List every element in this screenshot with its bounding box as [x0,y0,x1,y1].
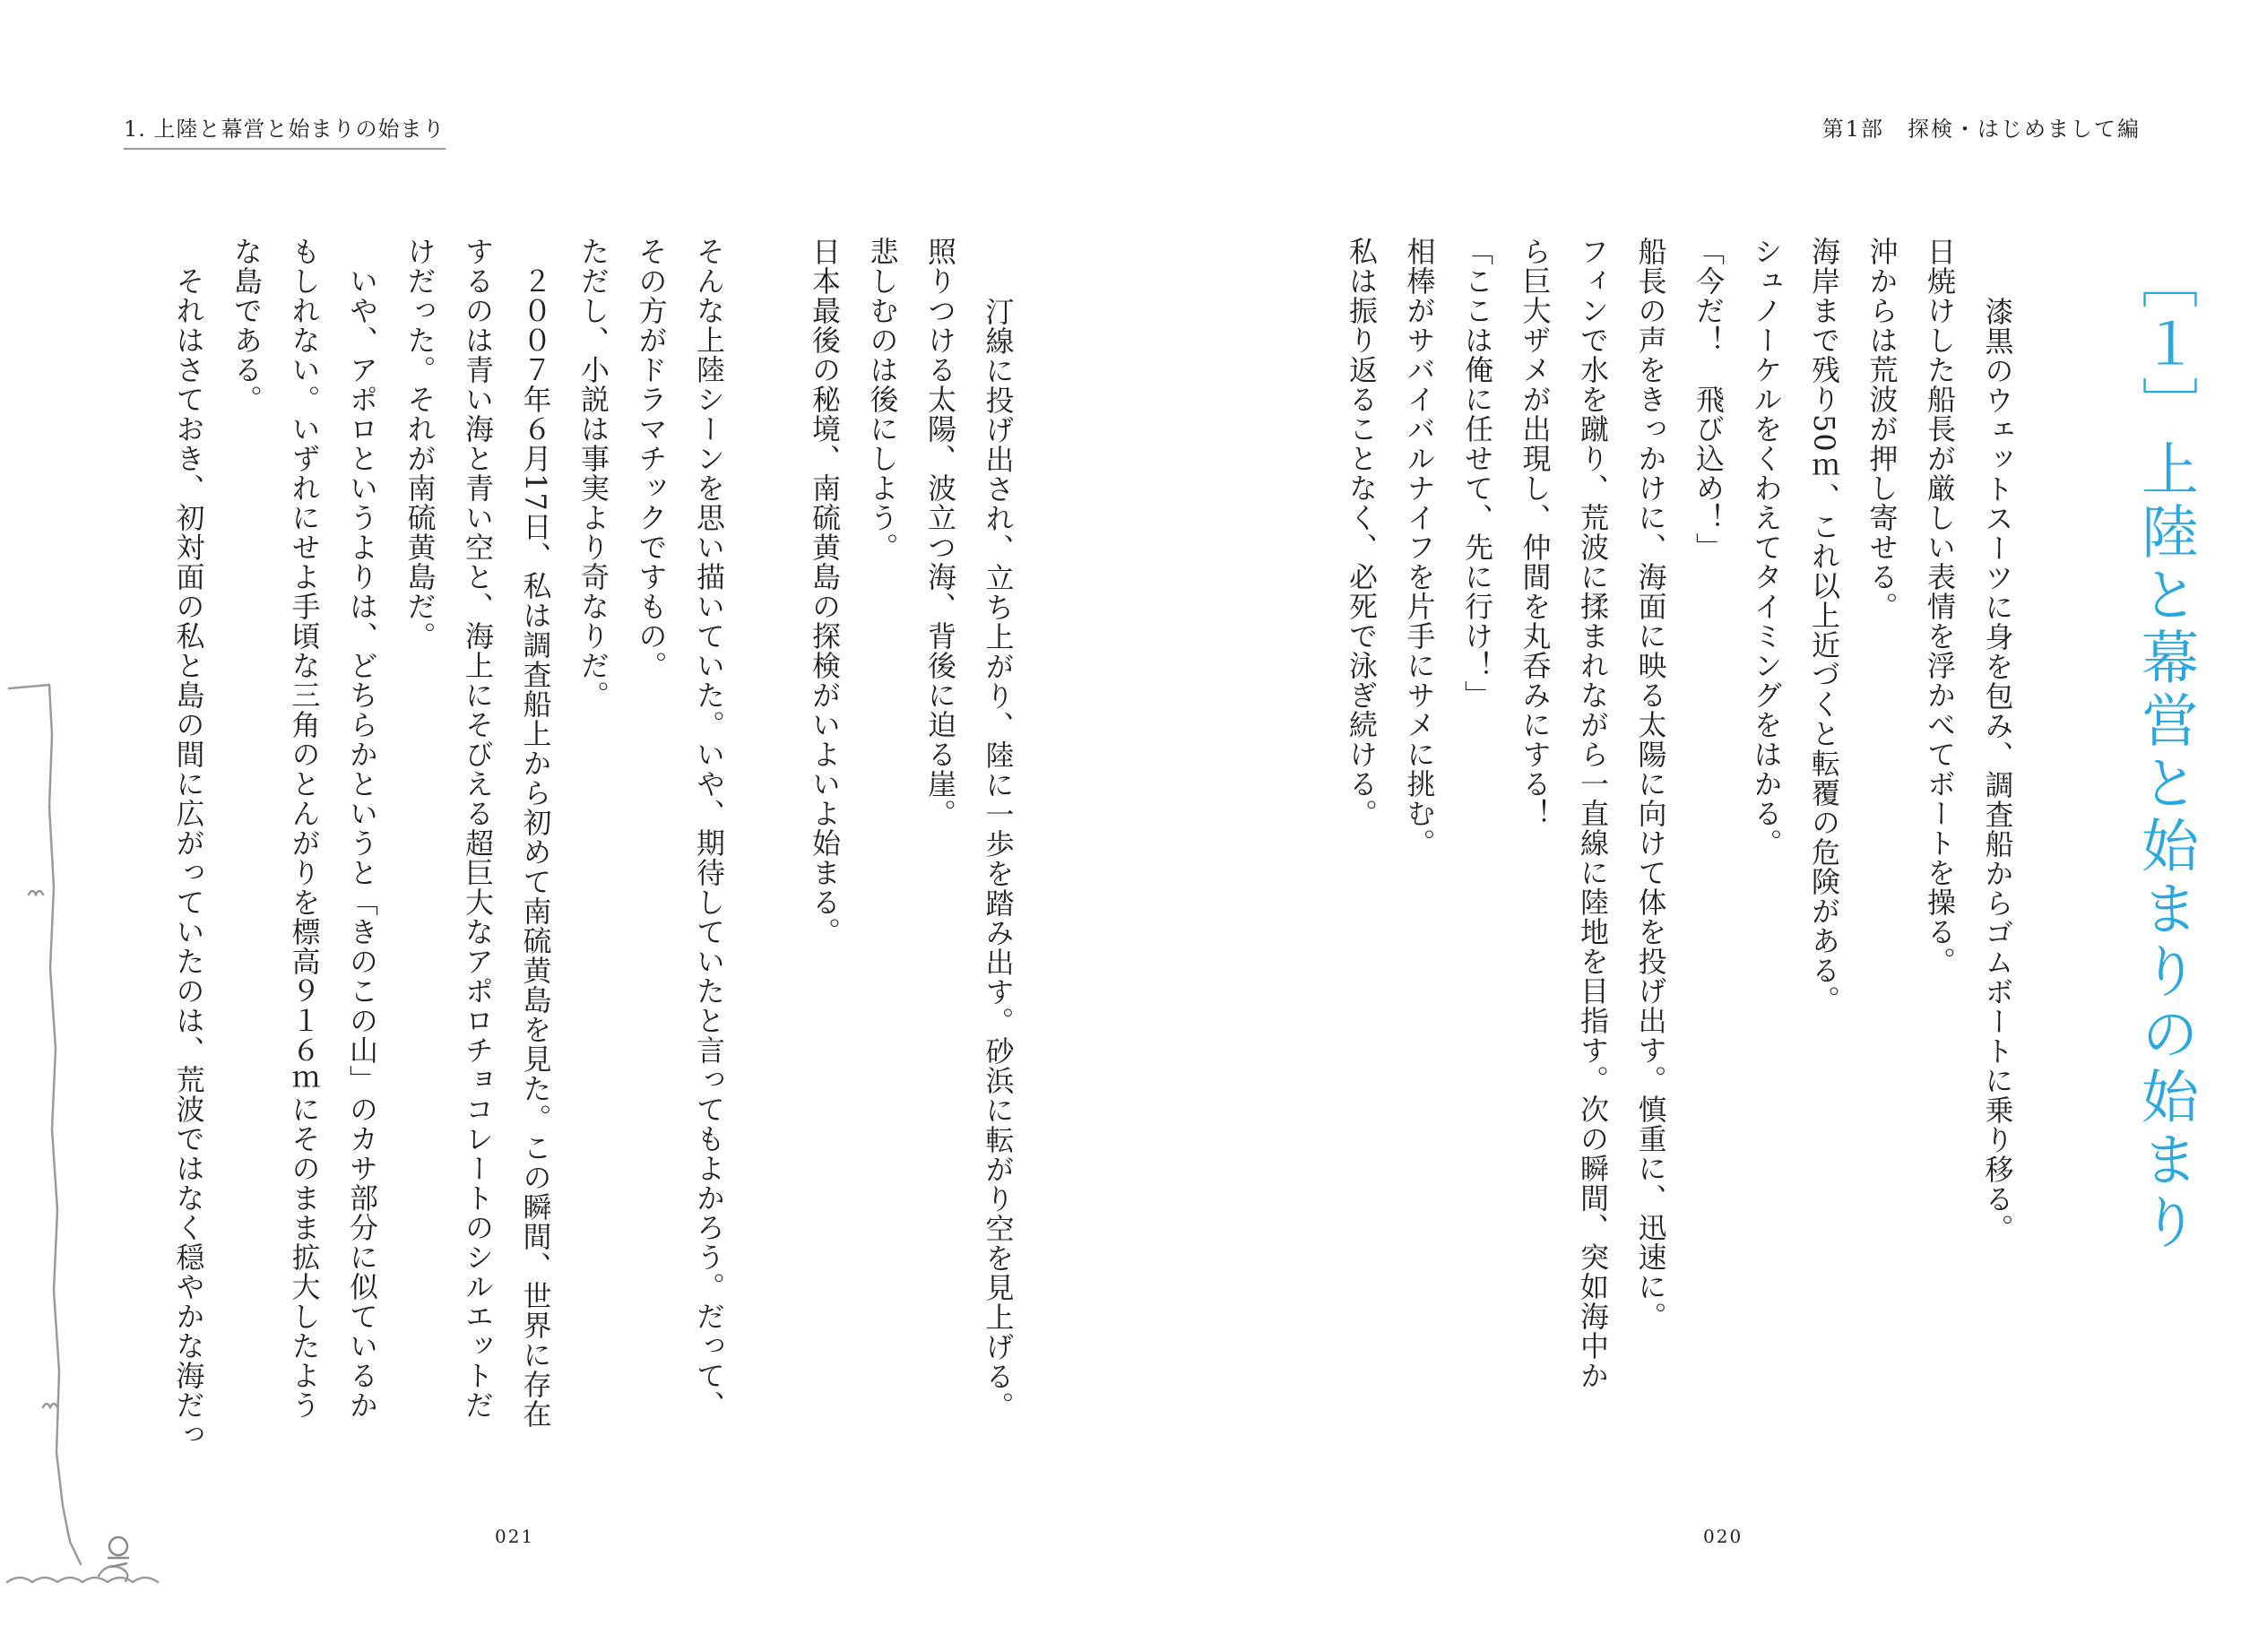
text-line: そんな上陸シーンを思い描いていた。いや、期待していたと言ってもよかろう。だって、 [692,237,726,1420]
text-line: 漆黒のウェットスーツに身を包み、調査船からゴムボートに乗り移る。 [1980,297,2015,1244]
chapter-number: ［１］ [2132,251,2198,439]
text-line: その方がドラマチックですもの。 [634,237,669,680]
text-line: な島である。 [229,237,264,414]
chapter-heading [2124,251,2205,1255]
text-line: もしれない。いずれにせよ手頃な三角のとんがりを標高９１６ｍにそのまま拡大したよう [287,237,322,1420]
swimmer-icon [108,1537,129,1567]
body-text-right [1275,237,2084,1492]
text-line: するのは青い海と青い空と、海上にそびえる超巨大なアポロチョコレートのシルエットだ [461,237,495,1420]
page-number-left: 021 [495,1526,535,1547]
running-head-left: 1. 上陸と幕営と始まりの始まり [124,111,446,150]
text-line: 海岸まで残り50ｍ、これ以上近づくと転覆の危険がある。 [1807,237,1841,1015]
text-line: 「今だ！ 飛び込め！」 [1692,237,1726,562]
text-line: 相棒がサバイバルナイフを片手にサメに挑む。 [1402,237,1437,858]
text-line: 悲しむのは後にしよう。 [865,237,900,562]
text-line: 日本最後の秘境、南硫黄島の探検がいよいよ始まる。 [808,237,842,947]
text-line: フィンで水を蹴り、荒波に揉まれながら一直線に陸地を目指す。次の瞬間、突如海中か [1576,237,1610,1390]
body-text-left [102,237,1086,1492]
right-page [1120,0,2241,1652]
text-line: それはさておき、初対面の私と島の間に広がっていたのは、荒波ではなく穏やかな海だっ [171,237,206,1449]
text-line: 照りつける太陽、波立つ海、背後に迫る崖。 [923,237,957,828]
text-line: けだった。それが南硫黄島だ。 [402,237,437,651]
text-line: ただし、小説は事実より奇なりだ。 [576,237,610,710]
text-line: 船長の声をきっかけに、海面に映る太陽に向けて体を投げ出す。慎重に、迅速に。 [1633,237,1668,1331]
text-line: 私は振り返ることなく、必死で泳ぎ続ける。 [1345,237,1379,828]
chapter-title: 上陸と幕営と始まりの始まり [2132,439,2198,1255]
text-line: ら巨大ザメが出現し、仲間を丸呑みにする！ [1518,237,1553,828]
text-line: 「ここは俺に任せて、先に行け！」 [1460,237,1494,710]
text-line: シュノーケルをくわえてタイミングをはかる。 [1749,237,1784,858]
text-line: ２００７年６月17日、私は調査船上から初めて南硫黄島を見た。この瞬間、世界に存在 [518,237,553,1429]
text-line: 汀線に投げ出され、立ち上がり、陸に一歩を踏み出す。砂浜に転がり空を見上げる。 [981,297,1016,1422]
text-line: いや、アポロというよりは、どちらかというと「きのこの山」のカサ部分に似ているか [345,237,379,1420]
running-head-right: 第1部 探検・はじめまして編 [1821,117,2141,142]
text-line: 沖からは荒波が押し寄せる。 [1865,237,1899,621]
page-number-right: 020 [1703,1526,1743,1547]
text-line: 日焼けした船長が厳しい表情を浮かべてボートを操る。 [1923,237,1957,976]
left-page [0,0,1120,1652]
